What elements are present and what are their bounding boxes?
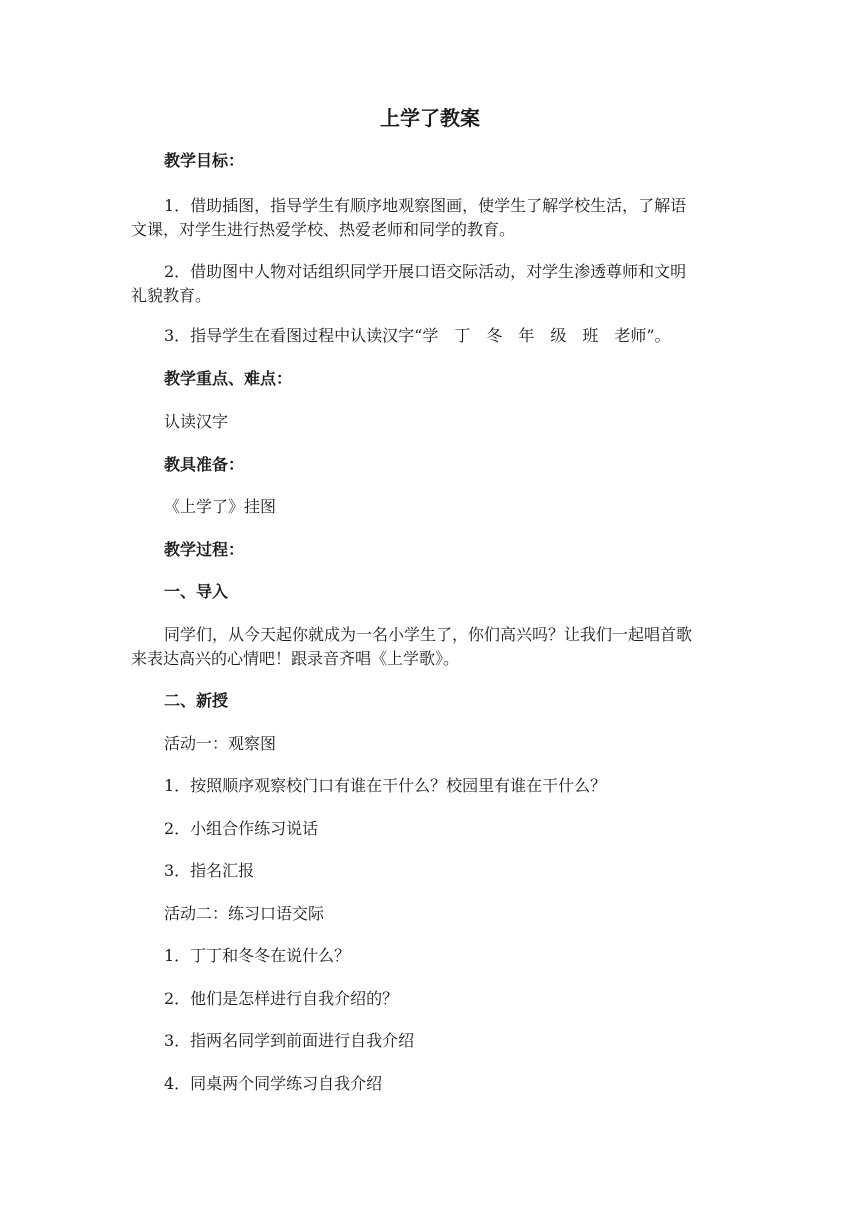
goal-1-line-1: 1．借助插图，指导学生有顺序地观察图画，使学生了解学校生活，了解语 (164, 196, 687, 215)
goal-2-line-1: 2．借助图中人物对话组织同学开展口语交际活动，对学生渗透尊师和文明 (164, 262, 687, 281)
materials-text: 《上学了》挂图 (164, 497, 277, 516)
section-2-heading: 二、新授 (164, 691, 229, 710)
activity-2-item: 2．他们是怎样进行自我介绍的？ (164, 989, 399, 1008)
key-points-text: 认读汉字 (164, 412, 229, 431)
activity-2-heading: 活动二：练习口语交际 (164, 904, 325, 923)
activity-2-item: 3．指两名同学到前面进行自我介绍 (164, 1031, 415, 1050)
activity-1-heading: 活动一：观察图 (164, 734, 277, 753)
section-1-heading: 一、导入 (164, 582, 229, 601)
section-1-line-2: 来表达高兴的心情吧！跟录音齐唱《上学歌》。 (131, 649, 460, 668)
activity-1-item: 2．小组合作练习说话 (164, 819, 319, 838)
materials-heading: 教具准备： (164, 455, 245, 474)
goal-3: 3．指导学生在看图过程中认读汉字“学 丁 冬 年 级 班 老师”。 (164, 326, 671, 345)
activity-2-item: 4．同桌两个同学练习自我介绍 (164, 1074, 383, 1093)
activity-1-item: 1．按照顺序观察校门口有谁在干什么？校园里有谁在干什么？ (164, 776, 607, 795)
activity-1-item: 3．指名汇报 (164, 861, 255, 880)
goals-heading: 教学目标： (164, 151, 245, 170)
process-heading: 教学过程： (164, 540, 245, 559)
key-points-heading: 教学重点、难点： (164, 369, 293, 388)
goal-2-line-2: 礼貌教育。 (131, 286, 212, 305)
section-1-line-1: 同学们，从今天起你就成为一名小学生了，你们高兴吗？让我们一起唱首歌 (164, 625, 693, 644)
activity-2-item: 1．丁丁和冬冬在说什么？ (164, 946, 351, 965)
goal-1-line-2: 文课，对学生进行热爱学校、热爱老师和同学的教育。 (131, 220, 516, 239)
document-title: 上学了教案 (380, 106, 480, 130)
